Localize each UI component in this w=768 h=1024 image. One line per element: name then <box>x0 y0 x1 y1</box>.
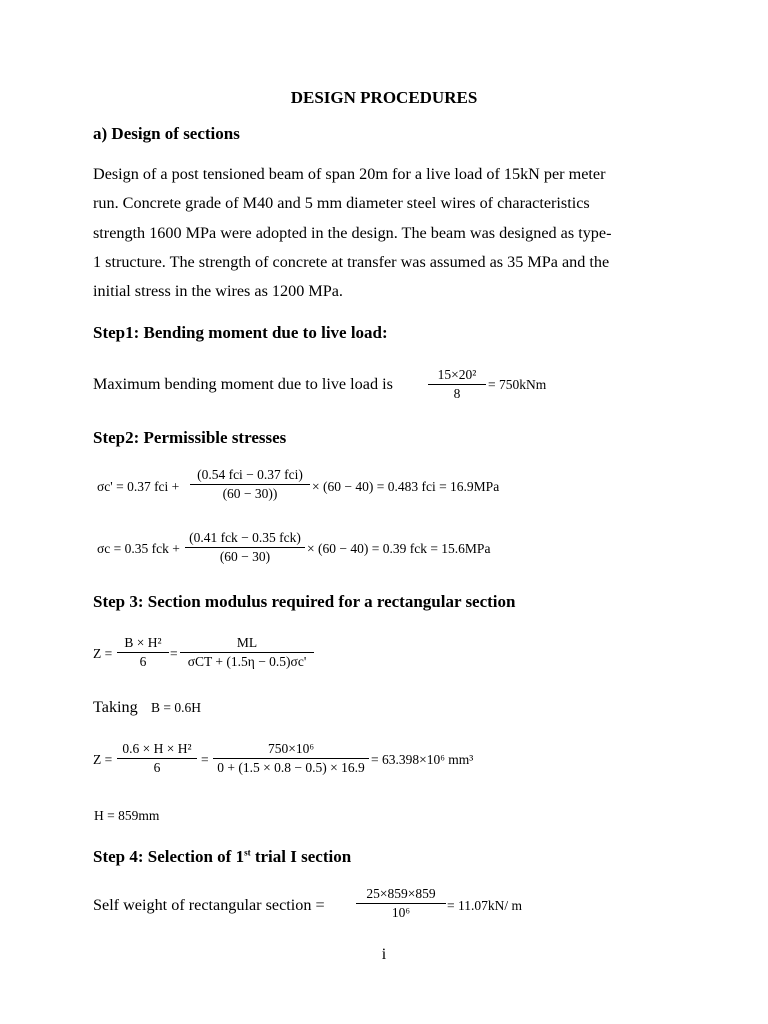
step1-fraction <box>428 367 486 402</box>
step1-result: = 750kNm <box>488 377 547 392</box>
fraction-numerator: B × H² <box>124 635 162 650</box>
step3-eqZ-fraction2 <box>180 635 314 670</box>
step4-heading-text-end: trial I section <box>250 847 352 866</box>
step4-result: = 11.07kN/ m <box>447 898 522 913</box>
intro-line: initial stress in the wires as 1200 MPa. <box>93 282 343 301</box>
intro-line: Design of a post tensioned beam of span 20m for a live load of 15kN per meter <box>93 165 606 183</box>
step3-eqZ-lhs: Z = <box>93 646 113 661</box>
step4-heading <box>93 847 351 867</box>
intro-line: strength 1600 MPa were adopted in the design. The beam was designed as type- <box>93 223 612 242</box>
fraction-denominator: 8 <box>453 386 461 401</box>
step2-heading: Step2: Permissible stresses <box>93 428 287 447</box>
step3-eqZ2-fraction1 <box>117 741 197 776</box>
step3-eqZ2-equals: = <box>201 752 209 767</box>
fraction-numerator: 15×20² <box>437 367 477 382</box>
step2-eq2-rhs: × (60 − 40) = 0.39 fck = 15.6MPa <box>307 541 491 556</box>
fraction-denominator: 0 + (1.5 × 0.8 − 0.5) × 16.9 <box>217 760 365 775</box>
fraction-numerator: 0.6 × H × H² <box>122 741 192 756</box>
step3-taking-eq: B = 0.6H <box>151 700 201 715</box>
fraction-denominator: 10⁶ <box>391 905 411 920</box>
fraction-numerator: (0.41 fck − 0.35 fck) <box>189 530 301 545</box>
step3-H-result: H = 859mm <box>94 808 160 823</box>
step3-eqZ2-fraction2 <box>213 741 369 776</box>
step2-eq2-lhs: σc = 0.35 fck + <box>97 541 180 556</box>
fraction-denominator: (60 − 30)) <box>222 486 278 501</box>
step2-eq1-fraction <box>190 467 310 502</box>
step3-heading: Step 3: Section modulus required for a rectangular section <box>93 592 516 611</box>
step3-eqZ2-lhs: Z = <box>93 752 113 767</box>
fraction-numerator: (0.54 fci − 0.37 fci) <box>197 467 303 482</box>
step3-eqZ-fraction1 <box>117 635 169 670</box>
step2-eq1-rhs: × (60 − 40) = 0.483 fci = 16.9MPa <box>312 479 500 494</box>
fraction-numerator: ML <box>236 635 258 650</box>
intro-paragraph <box>93 160 675 306</box>
fraction-numerator: 750×10⁶ <box>267 741 315 756</box>
step2-eq2-fraction <box>185 530 305 565</box>
fraction-denominator: (60 − 30) <box>219 549 271 564</box>
intro-line: 1 structure. The strength of concrete at transfer was assumed as 35 MPa and the <box>93 252 610 271</box>
intro-line: run. Concrete grade of M40 and 5 mm diameter steel wires of characteristics <box>93 194 590 213</box>
fraction-denominator: 6 <box>139 654 147 669</box>
step1-text: Maximum bending moment due to live load is <box>93 375 393 393</box>
step4-heading-text: Step 4: Selection of 1 <box>93 847 245 866</box>
step4-fraction <box>356 886 446 921</box>
step2-eq1-lhs: σc' = 0.37 fci + <box>97 479 180 494</box>
fraction-numerator: 25×859×859 <box>366 886 436 901</box>
page-number: i <box>381 946 387 963</box>
section-heading-design-of-sections: a) Design of sections <box>93 124 240 143</box>
step1-heading: Step1: Bending moment due to live load: <box>93 323 388 342</box>
fraction-denominator: σCT + (1.5η − 0.5)σc' <box>187 654 307 669</box>
step4-text: Self weight of rectangular section = <box>93 896 325 914</box>
page-title: DESIGN PROCEDURES <box>290 88 478 107</box>
fraction-denominator: 6 <box>153 760 161 775</box>
step3-eqZ-equals: = <box>170 646 178 661</box>
step3-eqZ2-rhs: = 63.398×10⁶ mm³ <box>371 752 474 767</box>
step3-taking-label: Taking <box>93 698 138 716</box>
step4-heading-superscript: st <box>244 847 251 858</box>
